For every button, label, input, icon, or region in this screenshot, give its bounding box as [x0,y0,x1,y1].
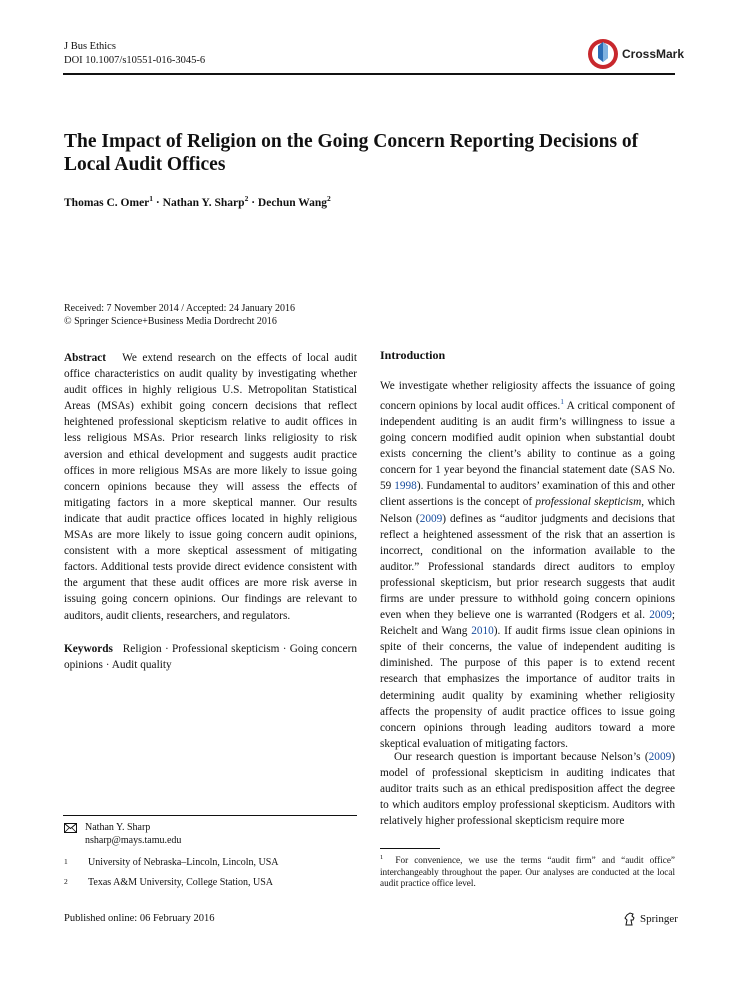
text-run: A critical component of independent auditing is an audit firm’s willingness to issue a going concern modified audit opinion when substantial doubt exists concerning the client’s ability to continue as a going concern for 1 year beyond the financial statement date (SAS No. 59 [380,399,675,493]
affiliation [64,877,273,888]
header-rule [63,73,675,75]
footnote-number: 1 [380,854,384,861]
springer-logo [623,912,678,926]
abstract-text: We extend research on the effects of local audit office characteristics on audit quality by investigating whether audit offices in highly religious U.S. Metropolitan Statistical Areas (MSAs) exhibit going concern decisions that reflect heightened professional skepticism relative to audit offices in less religious MSAs. Prior research links religiosity to risk aversion and ethical development and suggests audit practice offices in more religious MSAs are more likely to issue going concern opinions because they will assess the effects of mitigating factors in a more skeptical manner. Our results indicate that audit practice offices located in highly religious MSAs are more likely to issue going concern audit opinions, consistent with a more skeptical assessment of mitigating factors. Additional tests provide direct evidence consistent with the argument that these audit offices are more risk averse in issuing going concern opinions. Our findings are relevant to auditors, audit clients, researchers, and regulators. [64,352,357,622]
affiliation-text: University of Nebraska–Lincoln, Lincoln, USA [88,857,279,868]
correspondence [64,821,181,847]
text-run: ) model of professional skepticism in auditing indicates that auditor traits such as an ethical predisposition affect the degree to which auditors employ professional skepticism. Auditors with relatively higher professional skepticism require more [380,751,675,828]
keywords [64,641,357,673]
crossmark-icon [587,38,619,70]
citation-link[interactable]: 2010 [471,625,494,638]
citation-link[interactable]: 1998 [394,480,417,493]
italic-term: professional skepticism [535,496,642,509]
received-accepted: Received: 7 November 2014 / Accepted: 24 January 2016 [64,303,296,314]
author-separator: · [153,197,163,209]
crossmark-badge[interactable] [587,38,684,70]
journal-name: J Bus Ethics [64,41,116,52]
author-affiliation-marker: 2 [244,194,249,203]
doi[interactable]: DOI 10.1007/s10551-016-3045-6 [64,55,206,66]
envelope-icon [64,823,77,833]
footnote-ref[interactable]: 1 [560,397,564,407]
abstract [64,350,357,624]
footnote [380,852,675,890]
affiliation [64,857,279,868]
paper-title: The Impact of Religion on the Going Concern Reporting Decisions of Local Audit Offices [64,131,639,175]
author-list [64,194,331,209]
author-name[interactable]: Nathan Y. Sharp [162,197,245,209]
citation-link[interactable]: 2009 [419,512,443,525]
author-separator: · [248,197,258,209]
text-run: We investigate whether religiosity affects the issuance of going concern opinions by local audit offices. [380,380,675,412]
article-history [64,302,295,328]
text-run: ) defines as “auditor judgments and decisions that reflect a heightened assessment of the risk that an assertion is incorrect, conditional on the information available to the auditor.” Professional standards direct auditors to employ professional skepticism, but prior research suggests that audit firms are under pressure to withhold going concern opinions even when they believe one is warranted (Rodgers et al. [380,512,675,622]
journal-header [64,40,205,68]
publisher-name: Springer [640,913,678,925]
citation-link[interactable]: 2009 [648,751,672,763]
correspondence-name: Nathan Y. Sharp [85,822,151,833]
correspondence-email[interactable]: nsharp@mays.tamu.edu [85,835,182,846]
text-run: , which Nelson ( [380,496,675,525]
correspondence-rule [63,815,357,816]
keywords-label: Keywords [64,643,113,655]
affiliation-number: 1 [64,857,68,866]
footnote-rule [380,848,440,849]
keywords-text: Religion · Professional skepticism · Going concern opinions · Audit quality [64,643,357,672]
text-run: ; Reichelt and Wang [380,609,675,638]
copyright: © Springer Science+Business Media Dordrecht 2016 [64,316,277,327]
author-name[interactable]: Dechun Wang [257,197,328,209]
springer-horse-icon [623,912,637,926]
abstract-label: Abstract [64,352,107,364]
text-run: ). Fundamental to auditors’ examination of this and other client assertions is the concept of [380,480,675,509]
text-run: ). If audit firms issue clean opinions in spite of their concerns, the value of independent auditing is diminished. The purpose of this paper is to extend recent research that emphasizes the importance of auditor traits in determining audit quality by examining whether religiosity affects the propensity of audit practice offices to issue going concern opinions through leading auditors toward a more skeptical evaluation of mitigating factors. [380,625,675,750]
author-name[interactable]: Thomas C. Omer [64,197,150,209]
affiliation-text: Texas A&M University, College Station, USA [88,877,274,888]
affiliation-number: 2 [64,877,68,886]
citation-link[interactable]: 2009 [649,609,672,622]
crossmark-label: CrossMark [622,47,685,61]
intro-paragraph-2 [380,749,675,829]
author-affiliation-marker: 1 [149,194,154,203]
intro-heading: Introduction [380,348,446,362]
footnote-text: For convenience, we use the terms “audit firm” and “audit office” interchangeably throughout the paper. Our analyses are conducted at the local audit practice office level. [380,855,675,889]
published-online: Published online: 06 February 2016 [64,913,215,924]
text-run: Our research question is important because Nelson’s ( [394,751,649,763]
author-affiliation-marker: 2 [327,194,331,203]
intro-paragraph-1 [380,378,675,752]
